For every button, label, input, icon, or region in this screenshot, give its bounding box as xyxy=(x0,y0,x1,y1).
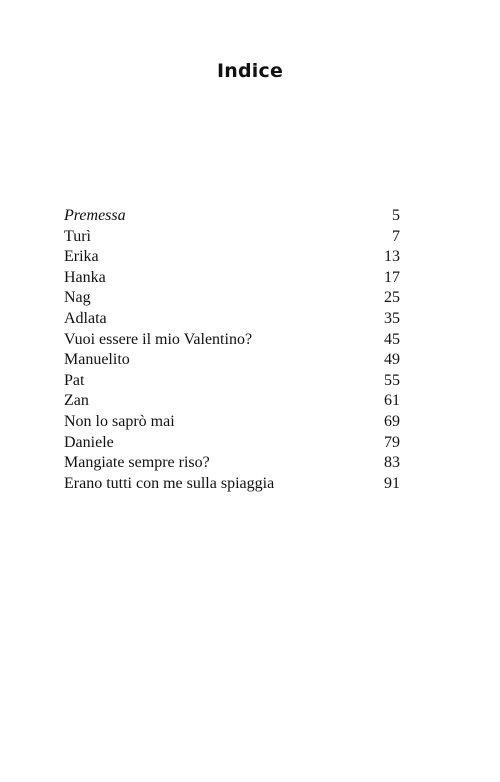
toc-entry-title: Daniele xyxy=(64,433,114,451)
toc-entry-title: Premessa xyxy=(64,207,126,224)
toc-entry xyxy=(64,206,400,227)
toc-entry-page: 35 xyxy=(384,309,400,327)
toc-entry xyxy=(64,309,400,330)
toc-entry xyxy=(64,391,400,412)
toc-entry-page: 25 xyxy=(384,289,400,307)
toc-entry-page: 69 xyxy=(384,412,400,430)
toc-entry-page: 7 xyxy=(392,227,400,245)
toc-entry-title: Vuoi essere il mio Valentino? xyxy=(64,330,253,348)
toc-entry-title: Zan xyxy=(64,392,89,410)
toc-entry-page: 5 xyxy=(392,207,400,224)
toc-entry-page: 49 xyxy=(384,351,400,369)
toc-entry xyxy=(64,350,400,371)
toc-entry-page: 55 xyxy=(384,371,400,389)
toc-entry-page: 83 xyxy=(384,454,400,472)
toc-entry-page: 91 xyxy=(384,474,400,492)
toc-entry-title: Adlata xyxy=(64,309,107,327)
toc-entry-page: 79 xyxy=(384,433,400,451)
toc-entry xyxy=(64,330,400,351)
toc-entry-title: Mangiate sempre riso? xyxy=(64,454,210,472)
toc-entry xyxy=(64,474,400,495)
toc-entry-title: Turì xyxy=(64,227,91,245)
toc-entry-page: 13 xyxy=(384,248,400,266)
toc-entry xyxy=(64,412,400,433)
table-of-contents xyxy=(64,206,400,494)
toc-entry xyxy=(64,433,400,454)
toc-entry-page: 17 xyxy=(384,268,400,286)
toc-entry-page: 45 xyxy=(384,330,400,348)
toc-entry xyxy=(64,453,400,474)
toc-entry-title: Pat xyxy=(64,371,85,389)
toc-entry-title: Erano tutti con me sulla spiaggia xyxy=(64,474,275,492)
toc-entry-page: 61 xyxy=(384,392,400,410)
toc-entry-title: Erika xyxy=(64,248,99,266)
toc-entry xyxy=(64,371,400,392)
toc-entry-title: Non lo saprò mai xyxy=(64,412,175,430)
toc-entry xyxy=(64,268,400,289)
toc-entry-title: Hanka xyxy=(64,268,106,286)
toc-entry-title: Manuelito xyxy=(64,351,130,369)
toc-entry-title: Nag xyxy=(64,289,91,307)
toc-entry xyxy=(64,247,400,268)
index-title: Indice xyxy=(216,60,284,82)
toc-entry xyxy=(64,227,400,248)
toc-entry xyxy=(64,288,400,309)
